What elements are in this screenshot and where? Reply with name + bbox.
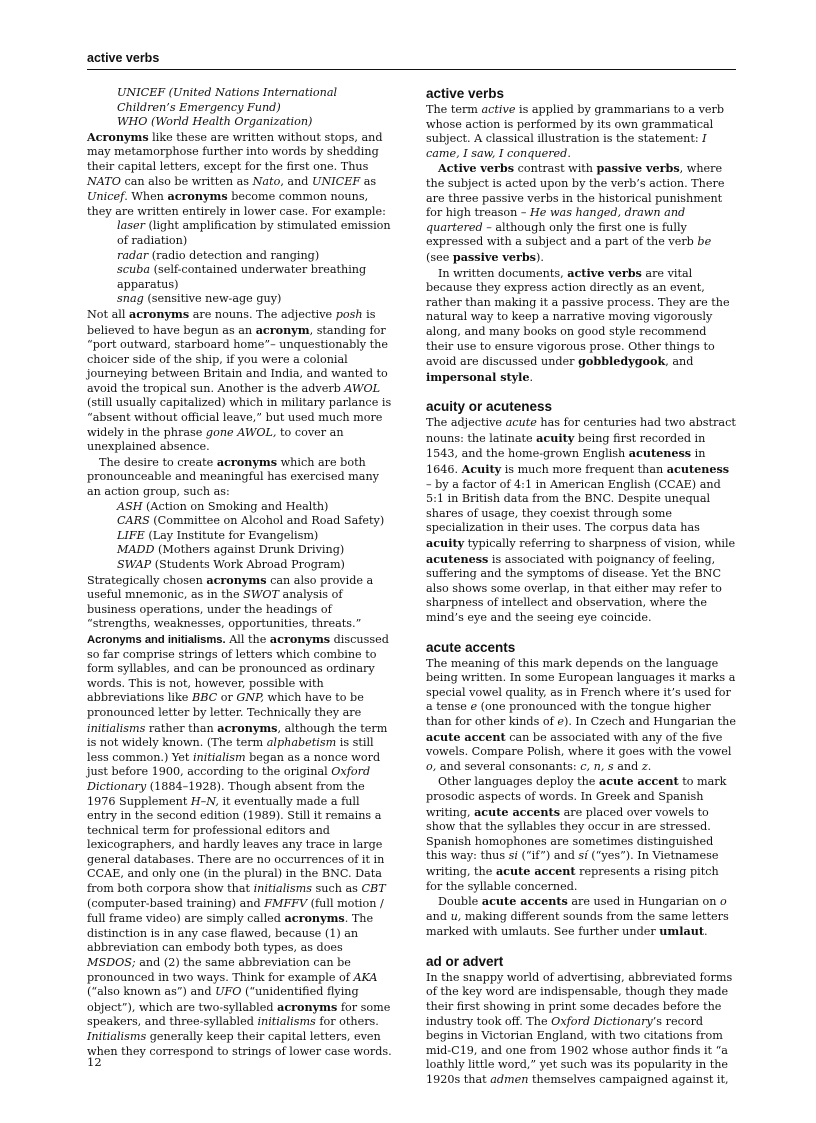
example-list-common-nouns [117,219,393,307]
example-item: UNICEF (United Nations International Children’s Emergency Fund) [117,86,338,114]
entry-heading-acuity: acuity or acuteness [426,399,553,415]
paragraph-acronyms-stops: Acronyms like these are written without stops, and may metamorphose further into words by shedding their capital letters, except for the first one. Thus NATO can also be written as Nato, and UNICEF as Unicef. When acronyms become common nouns, they are written entirely in lower case. For example: [87,129,386,218]
entry-heading-acute-accents: acute accents [426,639,516,655]
paragraph-acuity: The adjective acute has for centuries had two abstract nouns: the latinate acuity being first recorded in 1543, and the home-grown English acuteness in 1646. Acuity is much more frequent than acuteness – by a factor of 4:1 in American English (CCAE) and 5:1 in British data from the BNC. Despite unequal shares of usage, they coexist through some specialization in their uses. The corpus data has acuity typically referring to sharpness of vision, while acuteness is associated with poignancy of feeling, suffering and the symptoms of disease. Yet the BNC also shows some overlap, in that either may refer to sharpness of intellect and observation, where the mind’s eye and the seeing eye coincide. [426,416,736,624]
paragraph-prosodic: Other languages deploy the acute accent to mark prosodic aspects of words. In Greek and Spanish writing, acute accents are placed over vowels to show that the syllables they occur in are stressed. Spanish homophones are sometimes distinguished this way: thus si (“if”) and sí (“yes”). In Vietnamese writing, the acute accent represents a rising pitch for the syllable concerned. [426,774,727,893]
example-item: scuba (self-contained underwater breathing apparatus) [117,263,367,291]
header-rule [87,69,736,70]
example-list-action-groups [117,500,393,573]
example-item: snag (sensitive new-age guy) [117,292,282,306]
paragraph-acronyms-initialisms: Acronyms and initialisms. All the acronyms discussed so far comprise strings of letters which combine to form syllables, and can be pronounced as ordinary words. This is not, however, possible with abbreviations like BBC or GNP, which have to be pronounced letter by letter. Technically they are initialisms rather than acronyms, although the term is not widely known. (The term alphabetism is still less common.) Yet initialism began as a nonce word just before 1900, according to the original Oxford Dictionary (1884–1928). Though absent from the 1976 Supplement H–N, it eventually made a full entry in the second edition (1989). Still it remains a technical term for professional editors and lexicographers, and hardly leaves any trace in large general databases. There are no occurrences of it in CCAE, and only one (in the plural) in the BNC. Data from both corpora show that initialisms such as CBT (computer-based training) and FMFFV (full motion / full frame video) are simply called acronyms. The distinction is in any case flawed, because (1) an abbreviation can embody both types, as does MSDOS; and (2) the same abbreviation can be pronounced in two ways. Think for example of AKA (“also known as”) and UFO (“unidentified flying object”), which are two-syllabled acronyms for some speakers, and three-syllabled initialisms for others. Initialisms generally keep their capital letters, even when they correspond to strings of lower case words. [87,631,392,1058]
paragraph-swot: Strategically chosen acronyms can also provide a useful mnemonic, as in the SWOT analysis of business operations, under the headings of “strengths, weaknesses, opportunities, threats.” [87,572,374,631]
left-column [87,86,393,1059]
page-number: 12 [87,1055,102,1069]
running-head: active verbs [87,51,160,65]
paragraph-action-groups: The desire to create acronyms which are both pronounceable and meaningful has exercised many an action group, such as: [87,454,379,499]
example-item: ASH (Action on Smoking and Health) [117,499,329,513]
paragraph-active-term: The term active is applied by grammarians to a verb whose action is performed by its own grammatical subject. A classical illustration is the statement: I came, I saw, I conquered. [426,103,725,160]
paragraph-advertising: In the snappy world of advertising, abbreviated forms of the key word are indispensable, though they made their first showing in print some decades before the industry took off. The Oxford Dictionary’s record begins in Victorian England, with two citations from mid-C19, and one from 1902 whose author finds it “a loathly little word,” yet such was its popularity in the 1920s that admen themselves campaigned against it, [426,970,733,1087]
paragraph-double-accents: Double acute accents are used in Hungarian on o and u, making different sounds from the same letters marked with umlauts. See further under umlaut. [426,894,729,939]
run-in-heading: Acronyms and initialisms. [87,633,226,646]
entry-heading-active-verbs: active verbs [426,86,505,101]
paragraph-posh-awol: Not all acronyms are nouns. The adjective posh is believed to have begun as an acronym, standing for “port outward, starboard home”– unquestionably the choicer side of the ship, if you were a colonial journeying between Britain and India, and wanted to avoid the tropical sun. Another is the adverb AWOL (still usually capitalized) which in military parlance is “absent without official leave,” but used much more widely in the phrase gone AWOL, to cover an unexplained absence. [87,306,392,454]
paragraph-passive-contrast: Active verbs contrast with passive verbs, where the subject is acted upon by the verb’s action. There are three passive verbs in the historical punishment for high treason – He was hanged, drawn and quartered – although only the first one is fully expressed with a subject and a part of the verb be (see passive verbs). [426,161,725,264]
example-item: MADD (Mothers against Drunk Driving) [117,543,345,557]
paragraph-written-documents: In written documents, active verbs are vital because they express action directly as an event, rather than making it a passive process. They are the natural way to keep a narrative moving vigorously along, and many books on good style recommend their use to ensure vigorous prose. Other things to avoid are discussed under gobbledygook, and impersonal style. [426,265,730,384]
example-item: WHO (World Health Organization) [117,115,313,129]
example-item: laser (light amplification by stimulated emission of radiation) [117,219,391,247]
paragraph-accent-meaning: The meaning of this mark depends on the language being written. In some European languages it marks a special vowel quality, as in French where it’s used for a tense e (one pronounced with the tongue higher than for other kinds of e). In Czech and Hungarian the acute accent can be associated with any of the five vowels. Compare Polish, where it goes with the vowel o, and several consonants: c, n, s and z. [426,656,736,773]
example-item: radar (radio detection and ranging) [117,248,320,262]
example-item: CARS (Committee on Alcohol and Road Safety) [117,514,385,528]
example-item: LIFE (Lay Institute for Evangelism) [117,528,319,542]
entry-heading-ad-advert: ad or advert [426,953,504,969]
right-column [426,86,736,1088]
example-item: SWAP (Students Work Abroad Program) [117,558,345,571]
example-list-unicef [117,86,393,130]
